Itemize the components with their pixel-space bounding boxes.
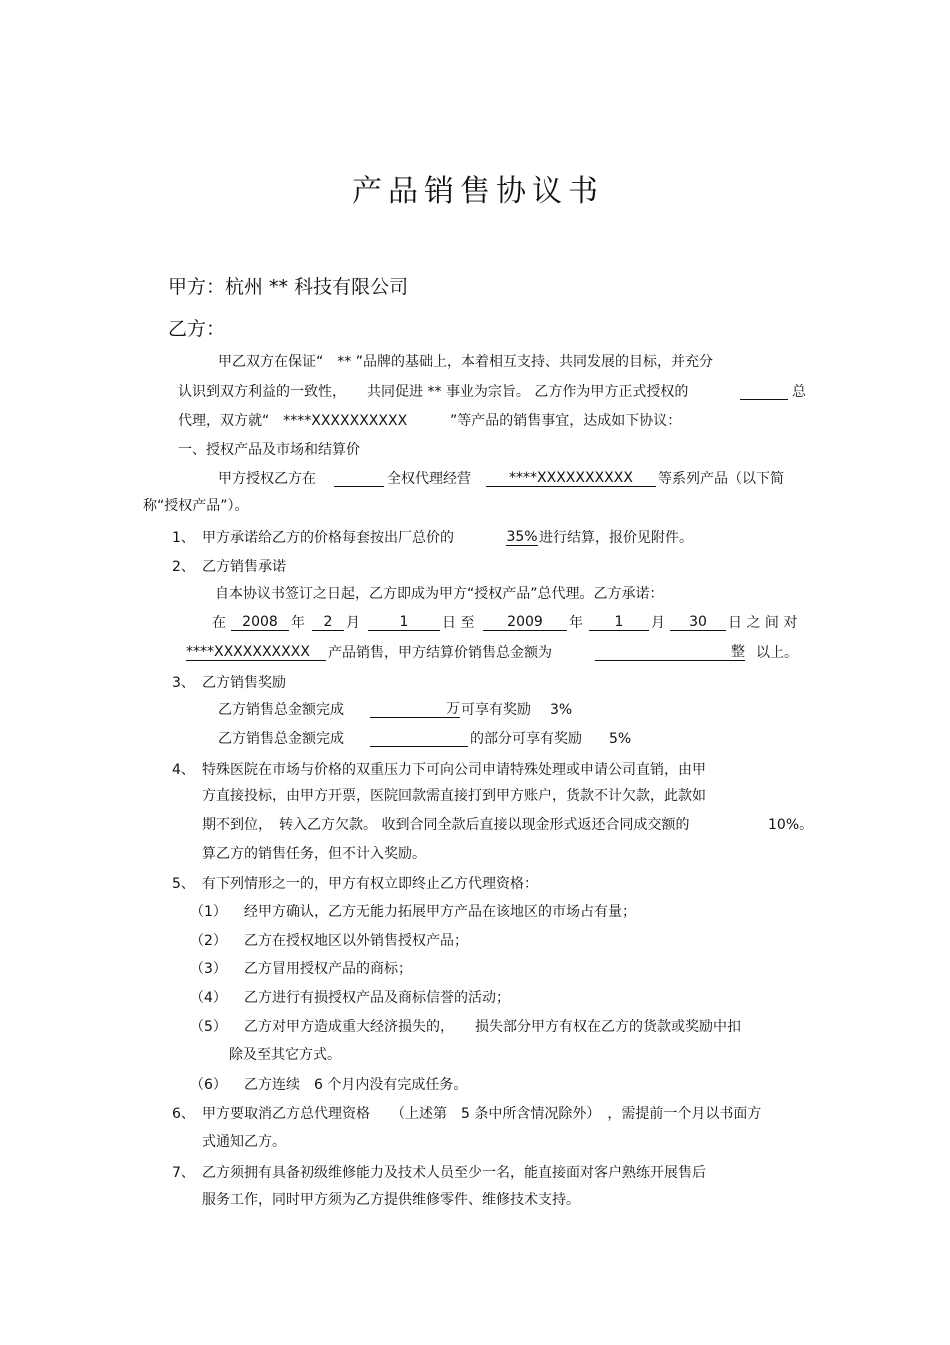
- end-day: 30: [670, 614, 726, 631]
- start-day: 1: [368, 614, 440, 631]
- intro-line-2-end: 总: [792, 384, 806, 400]
- sub-item-4-text: 乙方进行有损授权产品及商标信誉的活动；: [244, 990, 510, 1006]
- sub-item-1-number: （1）: [190, 904, 227, 920]
- intro-line-1: 甲乙双方在保证“ ** ”品牌的基础上，本着相互支持、共同发展的目标，并充分: [218, 354, 713, 370]
- item-4-line-3a: 期不到位， 转入乙方欠款。 收到合同全款后直接以现金形式返还合同成交额的: [202, 817, 690, 833]
- reward-row-2-a: 乙方销售总金额完成: [218, 731, 344, 747]
- sub-item-6-number: （6）: [190, 1077, 227, 1093]
- intro-line-3a: 代理，双方就“ ****XXXXXXXXXX: [178, 413, 408, 429]
- item-4-line-3b: 10%。: [768, 817, 814, 833]
- sub-item-5-text: 乙方对甲方造成重大经济损失的， 损失部分甲方有权在乙方的货款或奖励中扣: [244, 1019, 741, 1035]
- sub-item-2-number: （2）: [190, 933, 227, 949]
- item-1-text-b: 进行结算，报价见附件。: [539, 530, 693, 546]
- reward-row-2-blank: [370, 730, 468, 747]
- reward-row-1-pct: 3%: [550, 702, 573, 718]
- blank-territory: [334, 470, 384, 487]
- item-7-number: 7、: [172, 1165, 195, 1181]
- section-1-line-1b: 全权代理经营: [387, 471, 471, 487]
- date-nian-1: 年: [291, 615, 305, 631]
- item-4-number: 4、: [172, 762, 195, 778]
- date-yue-1: 月: [346, 615, 360, 631]
- party-b-line: 乙方：: [168, 318, 226, 340]
- item-6-line-2: 式通知乙方。: [202, 1134, 286, 1150]
- item-4-line-2: 方直接投标，由甲方开票，医院回款需直接打到甲方账户，货款不计欠款，此款如: [202, 788, 706, 804]
- sales-amount-blank: [595, 644, 745, 661]
- sub-item-5-continued: 除及至其它方式。: [229, 1047, 341, 1063]
- wan-label: 万: [446, 701, 460, 717]
- party-a-line: 甲方：杭州 ** 科技有限公司: [168, 276, 409, 298]
- sub-item-4-number: （4）: [190, 990, 227, 1006]
- item-2-product-name: ****XXXXXXXXXX: [186, 644, 326, 661]
- blank-agent-type: [740, 383, 788, 400]
- sub-item-6-text: 乙方连续 6 个月内没有完成任务。: [244, 1077, 468, 1093]
- section-1-line-1a: 甲方授权乙方在: [218, 471, 316, 487]
- date-ri-2: 日 之 间 对: [728, 615, 798, 631]
- section-1-heading: 一、授权产品及市场和结算价: [178, 442, 360, 458]
- authorized-product-name: ****XXXXXXXXXX: [486, 470, 656, 487]
- intro-line-2: [178, 383, 688, 401]
- date-zai: 在: [212, 615, 226, 631]
- item-6-number: 6、: [172, 1106, 195, 1122]
- sub-item-1-text: 经甲方确认，乙方无能力拓展甲方产品在该地区的市场占有量；: [244, 904, 636, 920]
- section-1-line-1c: 等系列产品（以下简: [658, 471, 784, 487]
- reward-row-1-blank: [370, 701, 460, 718]
- start-month: 2: [312, 614, 344, 631]
- item-2-number: 2、: [172, 559, 195, 575]
- start-year: 2008: [231, 614, 289, 631]
- item-7-line-2: 服务工作，同时甲方须为乙方提供维修零件、维修技术支持。: [202, 1192, 580, 1208]
- item-5-heading: 有下列情形之一的，甲方有权立即终止乙方代理资格：: [202, 876, 538, 892]
- sub-item-2-text: 乙方在授权地区以外销售授权产品；: [244, 933, 468, 949]
- item-4-line-4: 算乙方的销售任务，但不计入奖励。: [202, 846, 426, 862]
- sub-item-5-number: （5）: [190, 1019, 227, 1035]
- intro-line-3b: ”等产品的销售事宜，达成如下协议：: [450, 413, 682, 429]
- reward-row-2-b: 的部分可享有奖励: [470, 731, 582, 747]
- item-4-line-1: 特殊医院在市场与价格的双重压力下可向公司申请特殊处理或申请公司直销，由甲: [202, 762, 706, 778]
- reward-row-1-a: 乙方销售总金额完成: [218, 702, 344, 718]
- sub-item-3-number: （3）: [190, 961, 227, 977]
- item-6-line-1: 甲方要取消乙方总代理资格 （上述第 5 条中所含情况除外） ，需提前一个月以书面方: [202, 1106, 762, 1122]
- item-1-text-a: 甲方承诺给乙方的价格每套按出厂总价的: [202, 530, 454, 546]
- reward-row-2-pct: 5%: [609, 731, 632, 747]
- item-2-heading: 乙方销售承诺: [202, 559, 286, 575]
- date-yue-2: 月: [651, 615, 665, 631]
- date-ri-1: 日 至: [442, 615, 475, 631]
- item-3-number: 3、: [172, 675, 195, 691]
- end-year: 2009: [483, 614, 567, 631]
- date-nian-2: 年: [569, 615, 583, 631]
- sub-item-3-text: 乙方冒用授权产品的商标；: [244, 961, 412, 977]
- zheng-label: 整: [731, 644, 745, 660]
- item-1-percentage: 35%: [506, 529, 538, 545]
- item-7-line-1: 乙方须拥有具备初级维修能力及技术人员至少一名，能直接面对客户熟练开展售后: [202, 1165, 706, 1181]
- item-1-number: 1、: [172, 530, 195, 546]
- end-month: 1: [589, 614, 649, 631]
- section-1-line-2: 称“授权产品”）。: [143, 498, 249, 514]
- item-2-line-3b: 以上。: [756, 645, 798, 661]
- item-2-line-3a: 产品销售，甲方结算价销售总金额为: [328, 645, 552, 661]
- item-2-line-1: 自本协议书签订之日起，乙方即成为甲方“授权产品”总代理。乙方承诺：: [215, 586, 664, 602]
- page-title: 产品销售协议书: [352, 174, 604, 209]
- item-3-heading: 乙方销售奖励: [202, 675, 286, 691]
- intro-line-2-text: 认识到双方利益的一致性， 共同促进 ** 事业为宗旨。 乙方作为甲方正式授权的: [178, 384, 689, 400]
- reward-row-1-b: 可享有奖励: [461, 702, 531, 718]
- item-5-number: 5、: [172, 876, 195, 892]
